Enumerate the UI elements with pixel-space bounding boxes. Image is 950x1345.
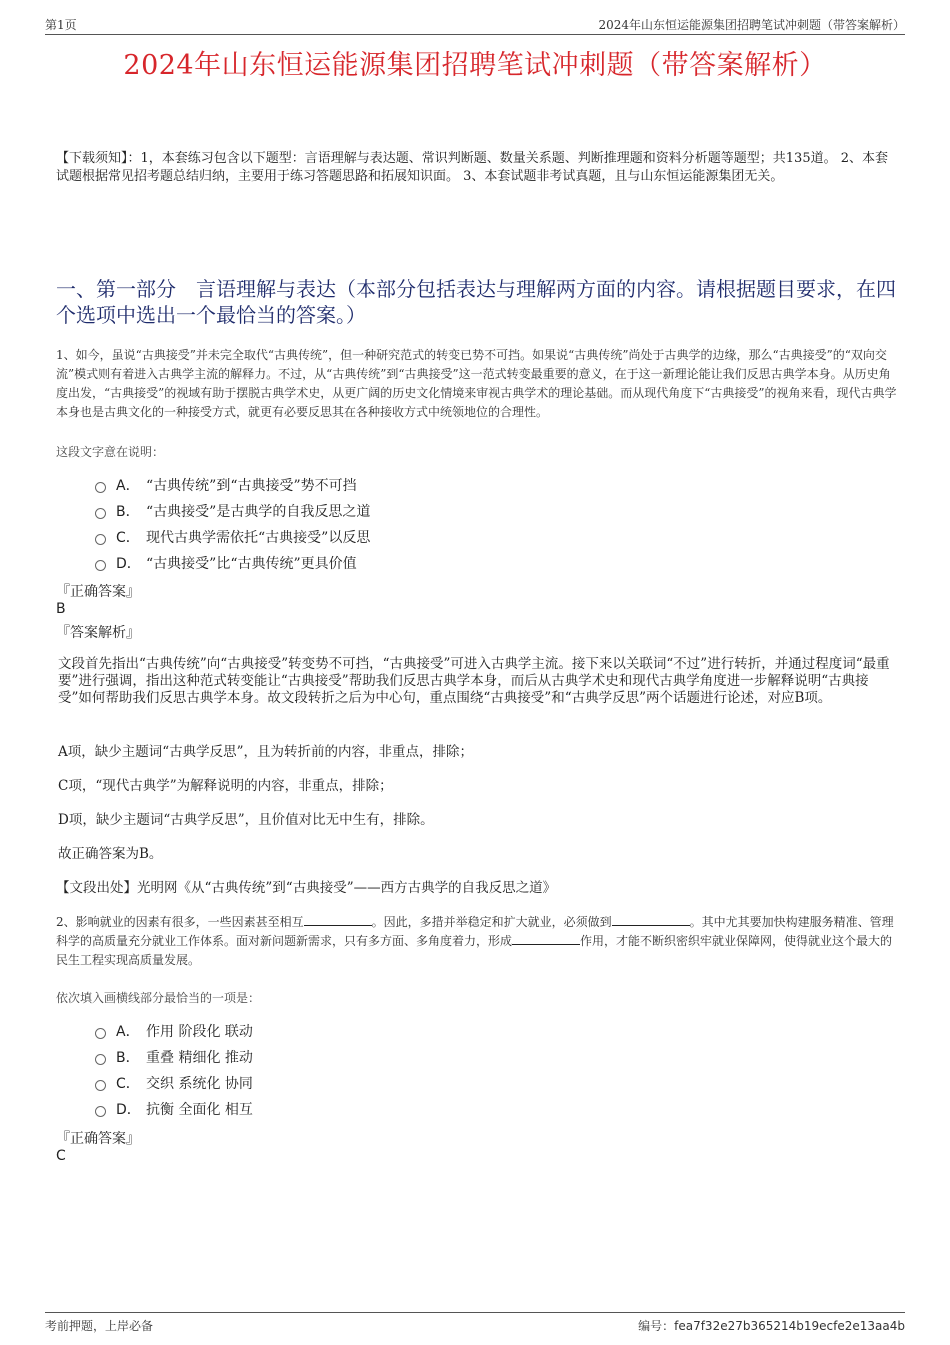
question-2-options — [95, 1018, 253, 1122]
analysis-option-c: C项，“现代古典学”为解释说明的内容，非重点，排除； — [58, 778, 393, 794]
radio-icon[interactable] — [95, 482, 106, 493]
page-number: 第1页 — [45, 18, 77, 32]
header-doc-title: 2024年山东恒运能源集团招聘笔试冲刺题（带答案解析） — [598, 18, 905, 32]
option-text: “古典接受”比“古典传统”更具价值 — [146, 556, 357, 572]
option-c[interactable]: C． 现代古典学需依托“古典接受”以反思 — [95, 524, 370, 550]
radio-icon[interactable] — [95, 534, 106, 545]
option-text: “古典接受”是古典学的自我反思之道 — [146, 504, 371, 520]
page-title: 2024年山东恒运能源集团招聘笔试冲刺题（带答案解析） — [123, 50, 827, 81]
option-b[interactable]: B． “古典接受”是古典学的自我反思之道 — [95, 498, 370, 524]
radio-icon[interactable] — [95, 1054, 106, 1065]
option-text: “古典传统”到“古典接受”势不可挡 — [146, 478, 357, 494]
analysis-option-d: D项，缺少主题词“古典学反思”，且价值对比无中生有，排除。 — [58, 812, 434, 828]
option-d[interactable]: D． “古典接受”比“古典传统”更具价值 — [95, 550, 370, 576]
download-notice: 【下载须知】：1，本套练习包含以下题型：言语理解与表达题、常识判断题、数量关系题、判断推理题和资料分析题等题型；共135道。 2、本套试题根据常见招考题总结归纳，主要用于练习答题思路和拓展知识面。 3、本套试题非考试真题，且与山东恒运能源集团无关。 — [56, 151, 888, 184]
text-source: 【文段出处】光明网《从“古典传统”到“古典接受”——西方古典学的自我反思之道》 — [56, 880, 557, 896]
option-a[interactable]: A． “古典传统”到“古典接受”势不可挡 — [95, 472, 370, 498]
blank-1 — [304, 913, 372, 926]
radio-icon[interactable] — [95, 508, 106, 519]
radio-icon[interactable] — [95, 1080, 106, 1091]
option-text: 交织 系统化 协同 — [146, 1076, 253, 1092]
blank-3 — [512, 932, 580, 945]
footer-code: 编号：fea7f32e27b365214b19ecfe2e13aa4b — [638, 1319, 905, 1333]
radio-icon[interactable] — [95, 1106, 106, 1117]
answer-label: 『正确答案』 — [56, 584, 140, 600]
blank-2 — [612, 913, 690, 926]
footer-slogan: 考前押题，上岸必备 — [45, 1319, 154, 1333]
question-1-text: 1、如今，虽说“古典接受”并未完全取代“古典传统”，但一种研究范式的转变已势不可挡。如果说“古典传统”尚处于古典学的边缘，那么“古典接受”的“双向交流”模式则有着进入古典学主流的解释力。不过，从“古典传统”到“古典接受”这一范式转变最重要的意义，在于这一新理论能让我们反思古典学本身。从历史角度出发，“古典接受”的视域有助于摆脱古典学术史，从更广阔的历史文化情境来审视古典学术的理论基础。而从现代角度下“古典接受”的视角来看，现代古典学本身也是古典文化的一种接受方式，就更有必要反思其在各种接收方式中统领地位的合理性。 — [56, 348, 897, 419]
option-text: 作用 阶段化 联动 — [146, 1024, 253, 1040]
section-heading: 一、第一部分 言语理解与表达（本部分包括表达与理解两方面的内容。请根据题目要求，在四个选项中选出一个最恰当的答案。） — [56, 277, 896, 327]
question-1-options — [95, 472, 370, 576]
page-header — [45, 14, 905, 35]
radio-icon[interactable] — [95, 560, 106, 571]
option-c[interactable]: C． 交织 系统化 协同 — [95, 1070, 253, 1096]
analysis-text: 文段首先指出“古典传统”向“古典接受”转变势不可挡，“古典接受”可进入古典学主流。接下来以关联词“不过”进行转折，并通过程度词“最重要”进行强调，指出这种范式转变能让“古典接受”帮助我们反思古典学本身，而后从古典学术史和现代古典学角度进一步解释说明“古典接受”如何帮助我们反思古典学本身。故文段转折之后为中心句，重点围绕“古典接受”和“古典学反思”两个话题进行论述，对应B项。 — [58, 656, 890, 706]
option-text: 重叠 精细化 推动 — [146, 1050, 253, 1066]
answer-value: B — [56, 601, 66, 617]
answer-label: 『正确答案』 — [56, 1131, 140, 1147]
analysis-conclusion: 故正确答案为B。 — [58, 846, 163, 862]
question-2-text: 2、影响就业的因素有很多，一些因素甚至相互 。因此，多措并举稳定和扩大就业，必须做到 。其中尤其要加快构建服务精准、管理科学的高质量充分就业工作体系。面对新问题新需求，只有多方面、多角度着力，形成 作用，才能不断织密织牢就业保障网，使得就业这个最大的民生工程实现高质量发展。 — [56, 915, 894, 967]
page-footer — [45, 1312, 905, 1333]
option-text: 现代古典学需依托“古典接受”以反思 — [146, 530, 371, 546]
option-b[interactable]: B． 重叠 精细化 推动 — [95, 1044, 253, 1070]
answer-value: C — [56, 1148, 66, 1164]
question-1-prompt: 这段文字意在说明： — [56, 445, 165, 459]
analysis-label: 『答案解析』 — [56, 625, 140, 641]
option-text: 抗衡 全面化 相互 — [146, 1102, 253, 1118]
option-a[interactable]: A． 作用 阶段化 联动 — [95, 1018, 253, 1044]
radio-icon[interactable] — [95, 1028, 106, 1039]
question-2-prompt: 依次填入画横线部分最恰当的一项是： — [56, 991, 261, 1005]
option-d[interactable]: D． 抗衡 全面化 相互 — [95, 1096, 253, 1122]
analysis-option-a: A项，缺少主题词“古典学反思”，且为转折前的内容，非重点，排除； — [58, 744, 474, 760]
